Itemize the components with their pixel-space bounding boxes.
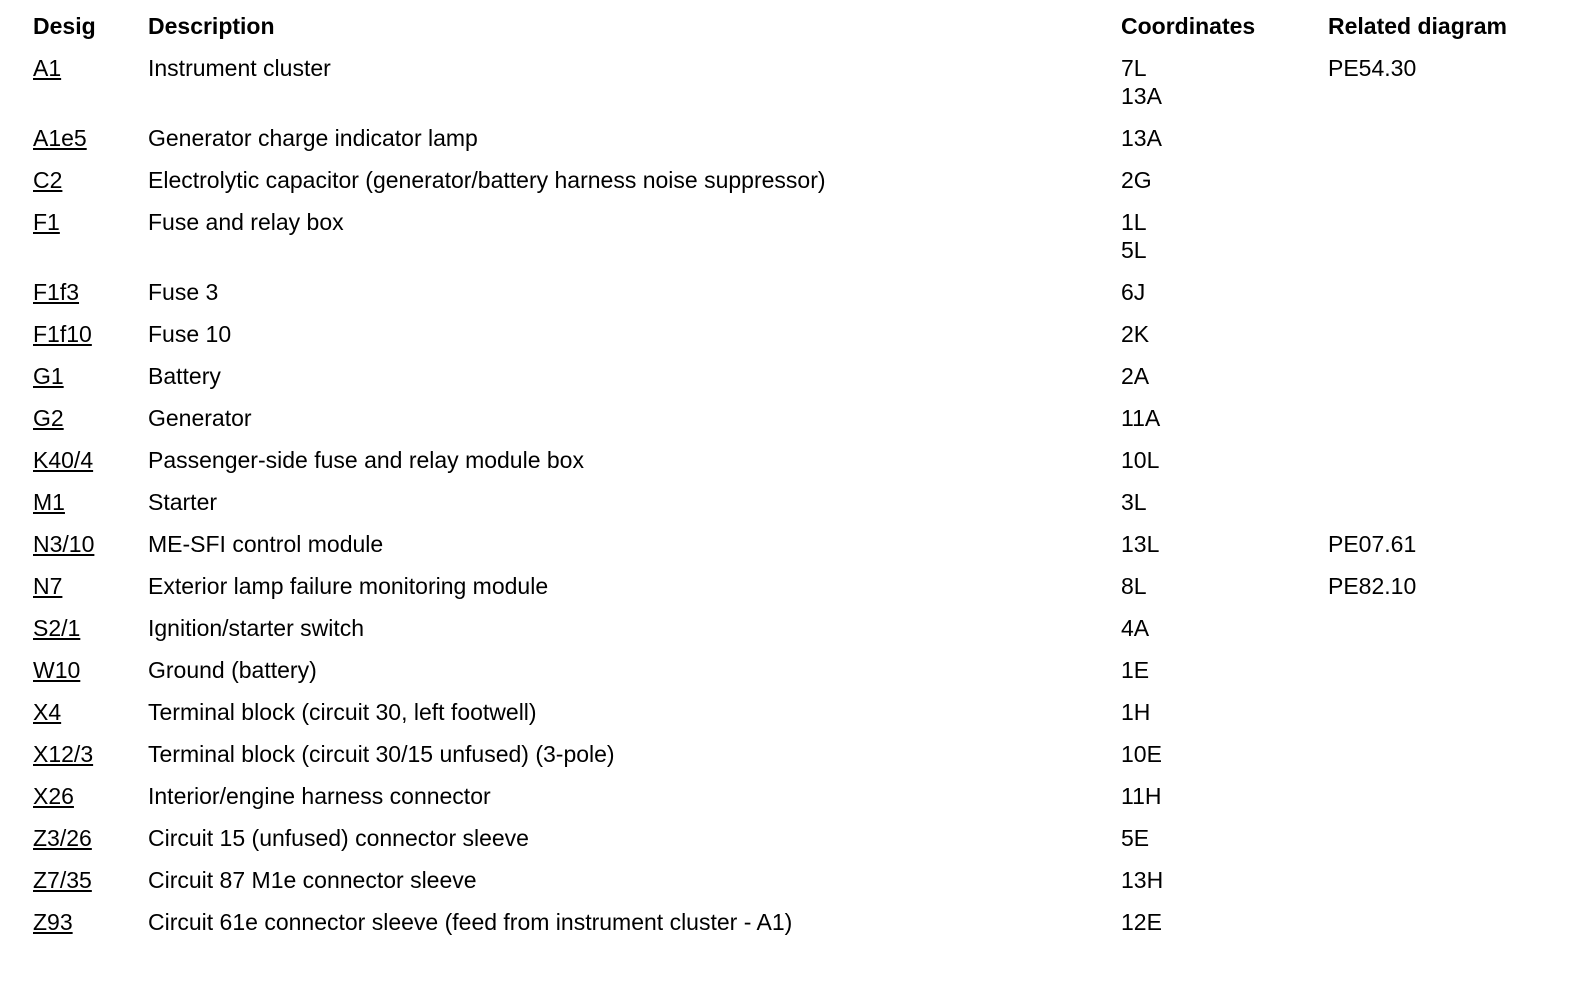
related-diagram-cell: [1328, 530, 1558, 572]
coordinate-value: 13L: [1121, 531, 1160, 557]
related-diagram-cell: [1328, 446, 1558, 488]
table-row: [25, 530, 1558, 572]
table-row: [25, 166, 1558, 208]
related-diagram-cell: [1328, 124, 1558, 166]
description-cell: Battery: [148, 363, 221, 389]
coordinates-cell: [1121, 656, 1328, 698]
designation-link[interactable]: X26: [33, 783, 74, 809]
designation-link[interactable]: G2: [33, 405, 64, 431]
coordinates-cell: [1121, 320, 1328, 362]
description-cell: Fuse 3: [148, 279, 219, 305]
designation-link[interactable]: A1e5: [33, 125, 87, 151]
desig-cell: [25, 908, 148, 950]
related-diagram-cell: [1328, 782, 1558, 824]
desig-cell: [25, 656, 148, 698]
desig-cell: [25, 166, 148, 208]
description-cell: Ground (battery): [148, 657, 317, 683]
designation-link[interactable]: W10: [33, 657, 81, 683]
related-diagram-cell: [1328, 614, 1558, 656]
desig-cell: [25, 614, 148, 656]
description-cell: Circuit 61e connector sleeve (feed from instrument cluster - A1): [148, 909, 793, 935]
designation-link[interactable]: N3/10: [33, 531, 95, 557]
coordinate-value: 1H: [1121, 699, 1151, 725]
description-cell: Electrolytic capacitor (generator/battery harness noise suppressor): [148, 167, 826, 193]
coordinates-cell: [1121, 166, 1328, 208]
coordinate-value: 12E: [1121, 909, 1162, 935]
description-cell: Exterior lamp failure monitoring module: [148, 573, 549, 599]
coordinates-cell: [1121, 208, 1328, 278]
related-diagram-cell: [1328, 320, 1558, 362]
desig-cell: [25, 530, 148, 572]
table-row: [25, 614, 1558, 656]
desig-cell: [25, 446, 148, 488]
description-cell: Interior/engine harness connector: [148, 783, 491, 809]
table-row: [25, 446, 1558, 488]
table-row: [25, 362, 1558, 404]
coordinate-value: 13A: [1121, 83, 1162, 109]
table-row: [25, 124, 1558, 166]
header-description: Description: [148, 13, 275, 39]
table-row: [25, 278, 1558, 320]
desig-cell: [25, 572, 148, 614]
coordinate-value: 11H: [1121, 783, 1162, 809]
coordinates-cell: [1121, 404, 1328, 446]
table-row: [25, 320, 1558, 362]
coordinate-value: 13H: [1121, 867, 1164, 893]
designation-link[interactable]: X4: [33, 699, 62, 725]
description-cell: Generator: [148, 405, 252, 431]
coordinate-value: 11A: [1121, 405, 1161, 431]
designation-link[interactable]: X12/3: [33, 741, 94, 767]
table-row: [25, 208, 1558, 278]
related-diagram-cell: [1328, 572, 1558, 614]
table-row: [25, 908, 1558, 950]
coordinate-value: 1L: [1121, 209, 1147, 235]
table-row: [25, 54, 1558, 124]
coordinate-value: 5E: [1121, 825, 1150, 851]
related-diagram-value: PE82.10: [1328, 573, 1417, 599]
coordinate-value: 5L: [1121, 237, 1147, 263]
coordinates-cell: [1121, 488, 1328, 530]
desig-cell: [25, 404, 148, 446]
coordinate-value: 6J: [1121, 279, 1146, 305]
table-header-row: [25, 12, 1558, 54]
coordinates-cell: [1121, 54, 1328, 124]
coordinate-value: 3L: [1121, 489, 1147, 515]
designation-link[interactable]: F1: [33, 209, 60, 235]
desig-cell: [25, 124, 148, 166]
related-diagram-cell: [1328, 740, 1558, 782]
description-cell: Fuse and relay box: [148, 209, 344, 235]
desig-cell: [25, 782, 148, 824]
related-diagram-value: PE07.61: [1328, 531, 1417, 557]
related-diagram-cell: [1328, 866, 1558, 908]
coordinate-value: 10E: [1121, 741, 1162, 767]
designation-link[interactable]: N7: [33, 573, 63, 599]
designation-link[interactable]: F1f10: [33, 321, 92, 347]
designation-link[interactable]: G1: [33, 363, 64, 389]
designation-link[interactable]: A1: [33, 55, 62, 81]
coordinate-value: 2A: [1121, 363, 1150, 389]
coordinates-cell: [1121, 908, 1328, 950]
designation-link[interactable]: Z7/35: [33, 867, 92, 893]
desig-cell: [25, 698, 148, 740]
related-diagram-cell: [1328, 362, 1558, 404]
coordinates-cell: [1121, 698, 1328, 740]
description-cell: Starter: [148, 489, 218, 515]
coordinates-cell: [1121, 782, 1328, 824]
table-row: [25, 572, 1558, 614]
coordinate-value: 4A: [1121, 615, 1150, 641]
designation-link[interactable]: C2: [33, 167, 63, 193]
related-diagram-cell: [1328, 656, 1558, 698]
related-diagram-cell: [1328, 208, 1558, 278]
description-cell: Terminal block (circuit 30, left footwell): [148, 699, 537, 725]
related-diagram-cell: [1328, 404, 1558, 446]
coordinate-value: 7L: [1121, 55, 1147, 81]
designation-link[interactable]: Z93: [33, 909, 73, 935]
header-coordinates: Coordinates: [1121, 13, 1256, 39]
coordinates-cell: [1121, 446, 1328, 488]
desig-cell: [25, 866, 148, 908]
table-row: [25, 656, 1558, 698]
coordinate-value: 2G: [1121, 167, 1152, 193]
coordinates-cell: [1121, 614, 1328, 656]
coordinate-value: 2K: [1121, 321, 1150, 347]
related-diagram-cell: [1328, 908, 1558, 950]
coordinates-cell: [1121, 530, 1328, 572]
header-related-diagram: Related diagram: [1328, 13, 1507, 39]
desig-cell: [25, 488, 148, 530]
description-cell: ME-SFI control module: [148, 531, 384, 557]
description-cell: Circuit 15 (unfused) connector sleeve: [148, 825, 529, 851]
desig-cell: [25, 362, 148, 404]
description-cell: Passenger-side fuse and relay module box: [148, 447, 584, 473]
table-row: [25, 740, 1558, 782]
table-row: [25, 404, 1558, 446]
desig-cell: [25, 208, 148, 278]
related-diagram-cell: [1328, 278, 1558, 320]
description-cell: Ignition/starter switch: [148, 615, 365, 641]
desig-cell: [25, 278, 148, 320]
designation-link[interactable]: Z3/26: [33, 825, 92, 851]
related-diagram-cell: [1328, 698, 1558, 740]
table-row: [25, 824, 1558, 866]
header-desig: Desig: [33, 13, 96, 39]
desig-cell: [25, 54, 148, 124]
designation-link[interactable]: M1: [33, 489, 65, 515]
description-cell: Circuit 87 M1e connector sleeve: [148, 867, 477, 893]
coordinate-value: 13A: [1121, 125, 1162, 151]
coordinate-value: 1E: [1121, 657, 1150, 683]
coordinates-cell: [1121, 866, 1328, 908]
related-diagram-cell: [1328, 54, 1558, 124]
coordinates-cell: [1121, 124, 1328, 166]
description-cell: Fuse 10: [148, 321, 232, 347]
desig-cell: [25, 824, 148, 866]
description-cell: Terminal block (circuit 30/15 unfused) (3-pole): [148, 741, 615, 767]
desig-cell: [25, 740, 148, 782]
table-body: [25, 54, 1558, 950]
coordinates-cell: [1121, 824, 1328, 866]
description-cell: Generator charge indicator lamp: [148, 125, 478, 151]
coordinates-cell: [1121, 740, 1328, 782]
coordinates-cell: [1121, 572, 1328, 614]
table-row: [25, 698, 1558, 740]
related-diagram-cell: [1328, 488, 1558, 530]
description-cell: Instrument cluster: [148, 55, 331, 81]
table-row: [25, 782, 1558, 824]
designation-link[interactable]: K40/4: [33, 447, 94, 473]
component-legend-table: [25, 12, 1558, 950]
coordinate-value: 8L: [1121, 573, 1147, 599]
table-row: [25, 488, 1558, 530]
coordinates-cell: [1121, 278, 1328, 320]
table-row: [25, 866, 1558, 908]
coordinates-cell: [1121, 362, 1328, 404]
coordinate-value: 10L: [1121, 447, 1160, 473]
designation-link[interactable]: S2/1: [33, 615, 81, 641]
related-diagram-cell: [1328, 824, 1558, 866]
related-diagram-value: PE54.30: [1328, 55, 1417, 81]
designation-link[interactable]: F1f3: [33, 279, 80, 305]
related-diagram-cell: [1328, 166, 1558, 208]
desig-cell: [25, 320, 148, 362]
